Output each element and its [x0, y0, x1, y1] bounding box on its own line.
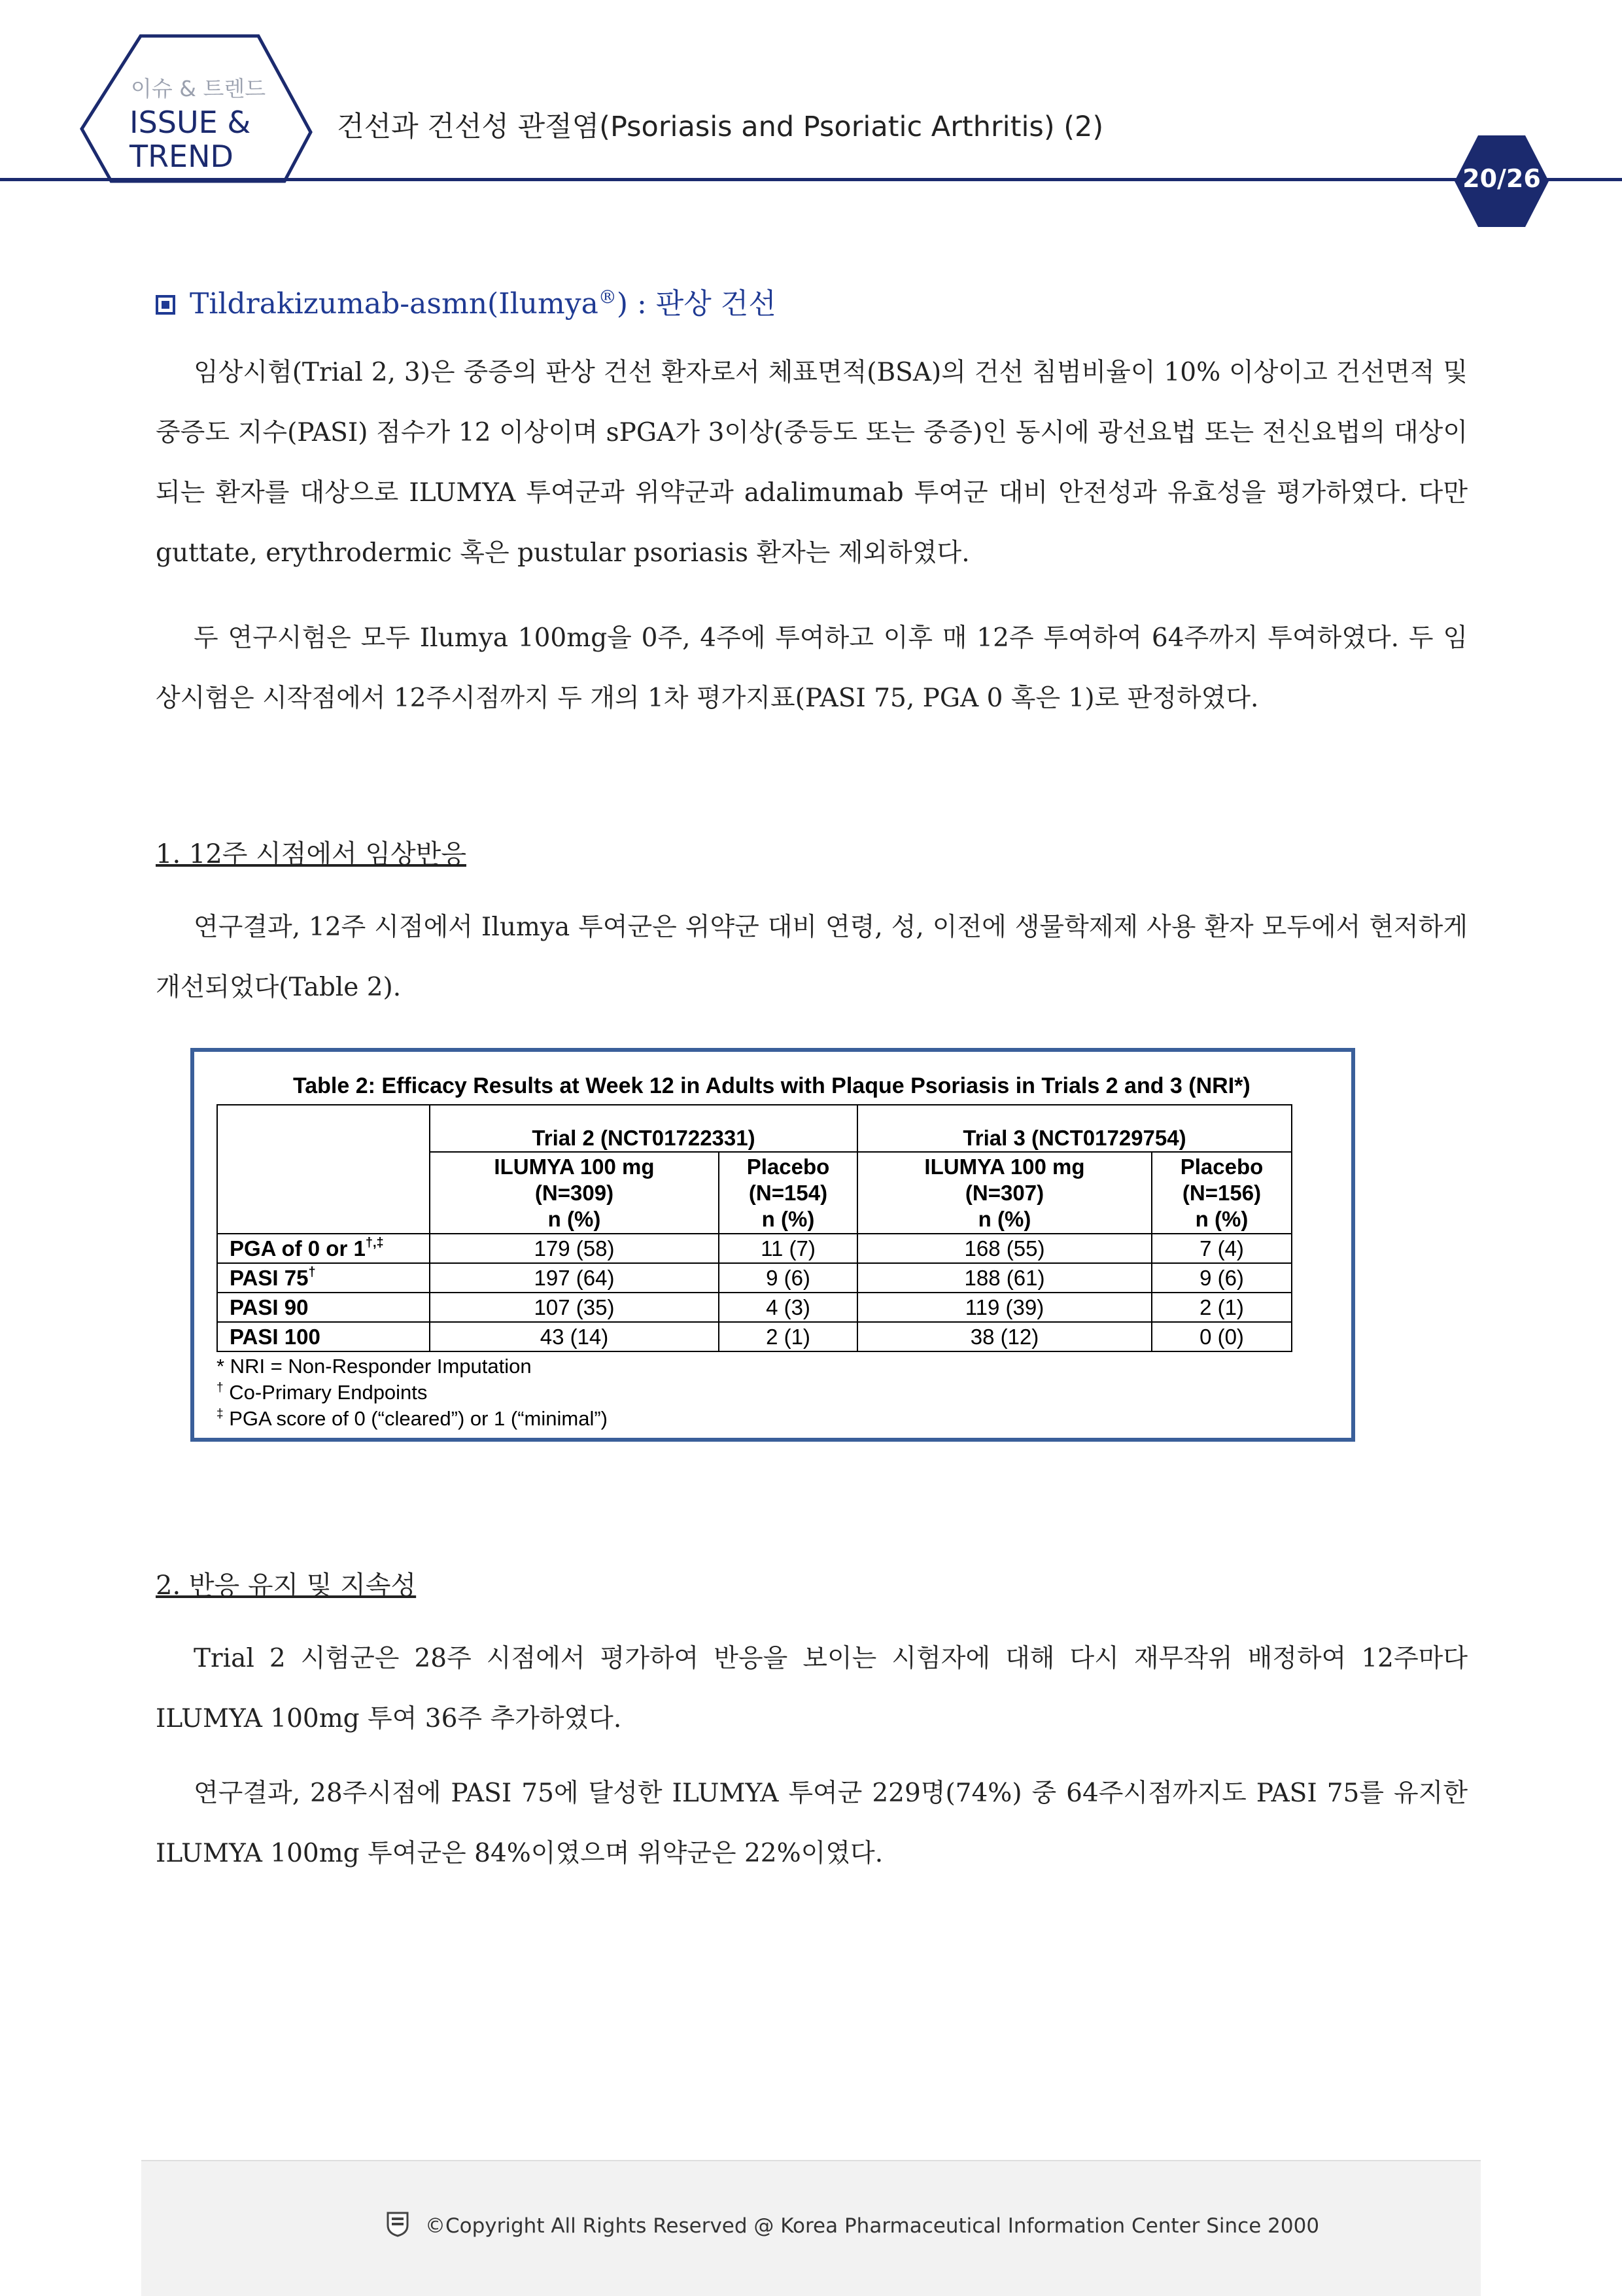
intro-paragraph-1: 임상시험(Trial 2, 3)은 중증의 판상 건선 환자로서 체표면적(BSA)의 건선 침범비율이 10% 이상이고 건선면적 및 중증도 지수(PASI) 점수가 12 이상이며 sPGA가 3이상(중등도 또는 중증)인 동시에 광선요법 또는 전신요법의 대상이 되는 환자를 대상으로 ILUMYA 투여군과 위약군과 adalimumab 투여군 대비 안전성과 유효성을 평가하였다. 다만 guttate, erythrodermic 혹은 pustular psoriasis 환자는 제외하였다. — [156, 358, 1468, 568]
badge-korean-label: 이슈 & 트렌드 — [131, 76, 266, 101]
maintenance-paragraph-1: Trial 2 시험군은 28주 시점에서 평가하여 반응을 보이는 시험자에 대해 다시 재무작위 배정하여 12주마다 ILUMYA 100mg 투여 36주 추가하였다. — [156, 1644, 1468, 1733]
table-cell: 43 (14) — [430, 1322, 719, 1351]
efficacy-table — [216, 1104, 1292, 1352]
shield-logo-icon — [386, 2211, 409, 2237]
section-title: Tildrakizumab-asmn(Ilumya®) : 판상 건선 — [156, 280, 776, 322]
copyright-text: ©Copyright All Rights Reserved @ Korea Pharmaceutical Information Center Since 2000 — [425, 2214, 1320, 2238]
trial3-header: Trial 3 (NCT01729754) — [857, 1105, 1292, 1152]
page-title: 건선과 건선성 관절염(Psoriasis and Psoriatic Arthritis) (2) — [337, 111, 1104, 143]
table-row — [217, 1322, 1292, 1351]
maintenance-paragraph-2: 연구결과, 28주시점에 PASI 75에 달성한 ILUMYA 투여군 229명(74%) 중 64주시점까지도 PASI 75를 유지한 ILUMYA 100mg 투여군은 84%이였으며 위약군은 22%이였다. — [156, 1779, 1468, 1868]
table-cell: 11 (7) — [719, 1234, 857, 1263]
footnote-co-primary: † Co-Primary Endpoints — [216, 1381, 428, 1404]
week12-paragraph: 연구결과, 12주 시점에서 Ilumya 투여군은 위약군 대비 연령, 성, 이전에 생물학제제 사용 환자 모두에서 현저하게 개선되었다(Table 2). — [156, 913, 1468, 1002]
badge-trend-label: TREND — [129, 139, 233, 174]
square-bullet-icon — [156, 295, 175, 315]
header-rule — [0, 178, 1622, 181]
table-cell: 107 (35) — [430, 1293, 719, 1322]
heading-week12-response: 1. 12주 시점에서 임상반응 — [156, 839, 466, 869]
table-cell: 2 (1) — [1152, 1293, 1292, 1322]
table-cell: 0 (0) — [1152, 1322, 1292, 1351]
table-corner-cell — [217, 1105, 430, 1234]
table-cell: 119 (39) — [857, 1293, 1152, 1322]
row-label: PASI 100 — [217, 1322, 430, 1351]
table-cell: 168 (55) — [857, 1234, 1152, 1263]
intro-paragraph-2: 두 연구시험은 모두 Ilumya 100mg을 0주, 4주에 투여하고 이후 매 12주 투여하여 64주까지 투여하였다. 두 임상시험은 시작점에서 12주시점까지 두 개의 1차 평가지표(PASI 75, PGA 0 혹은 1)로 판정하였다. — [156, 623, 1468, 713]
table-cell: 9 (6) — [719, 1263, 857, 1293]
table-cell: 9 (6) — [1152, 1263, 1292, 1293]
col-header: ILUMYA 100 mg (N=307) n (%) — [857, 1152, 1152, 1234]
table-title: Table 2: Efficacy Results at Week 12 in Adults with Plaque Psoriasis in Trials 2 and 3 (NRI*) — [293, 1073, 1251, 1098]
footnote-pga: ‡ PGA score of 0 (“cleared”) or 1 (“minimal”) — [216, 1407, 608, 1430]
table-row — [217, 1263, 1292, 1293]
table-cell: 197 (64) — [430, 1263, 719, 1293]
col-header: Placebo (N=154) n (%) — [719, 1152, 857, 1234]
table-row — [217, 1234, 1292, 1263]
heading-response-maintenance: 2. 반응 유지 및 지속성 — [156, 1571, 417, 1601]
col-header: Placebo (N=156) n (%) — [1152, 1152, 1292, 1234]
row-label: PGA of 0 or 1†,‡ — [217, 1234, 430, 1263]
page-number: 20/26 — [1462, 164, 1541, 193]
table-cell: 179 (58) — [430, 1234, 719, 1263]
table-cell: 2 (1) — [719, 1322, 857, 1351]
table-cell: 38 (12) — [857, 1322, 1152, 1351]
table-cell: 7 (4) — [1152, 1234, 1292, 1263]
trial2-header: Trial 2 (NCT01722331) — [430, 1105, 857, 1152]
row-label: PASI 90 — [217, 1293, 430, 1322]
table-cell: 188 (61) — [857, 1263, 1152, 1293]
table-cell: 4 (3) — [719, 1293, 857, 1322]
col-header: ILUMYA 100 mg (N=309) n (%) — [430, 1152, 719, 1234]
footnote-nri: * NRI = Non-Responder Imputation — [216, 1355, 532, 1378]
badge-issue-label: ISSUE & — [129, 105, 251, 140]
table-row — [217, 1293, 1292, 1322]
row-label: PASI 75† — [217, 1263, 430, 1293]
